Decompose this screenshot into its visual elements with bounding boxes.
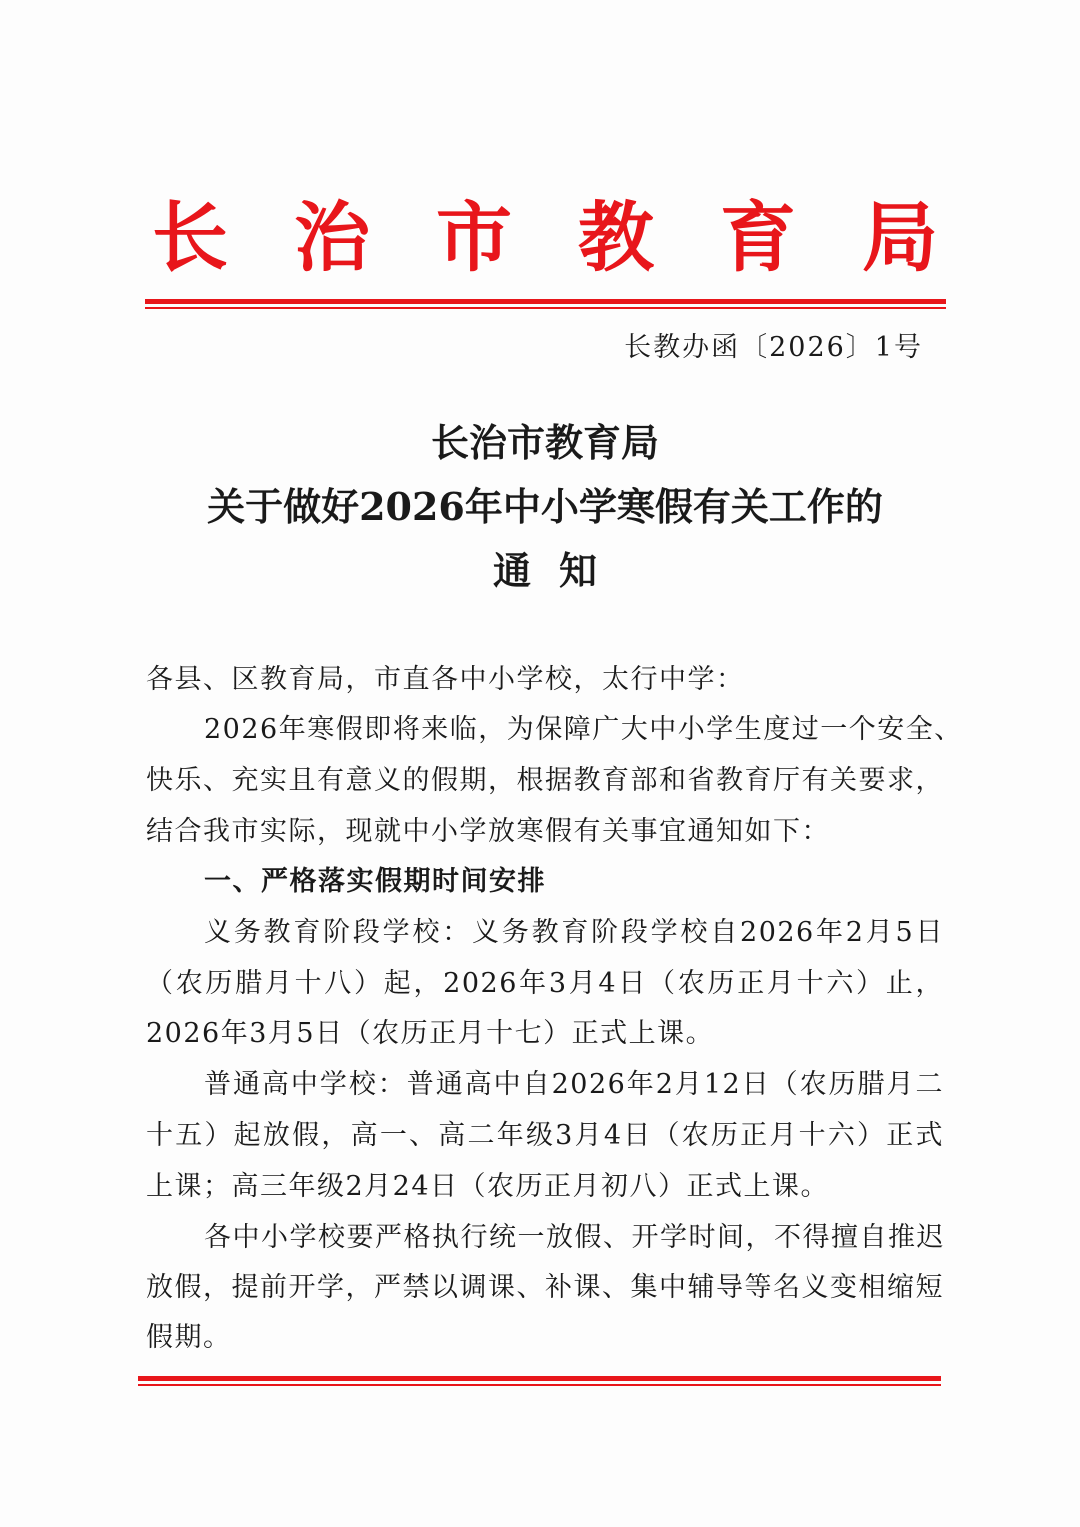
body-line: 放假，提前开学，严禁以调课、补课、集中辅导等名义变相缩短 <box>146 1272 944 1303</box>
body-line: 假期。 <box>146 1322 232 1353</box>
title-line-1: 长治市教育局 <box>430 420 659 465</box>
masthead-char: 治 <box>294 193 370 282</box>
divider-thin-line <box>145 307 946 309</box>
red-divider-bottom <box>138 1376 941 1386</box>
masthead-char: 教 <box>578 193 654 282</box>
masthead-char: 育 <box>720 193 796 282</box>
masthead-char: 局 <box>862 193 938 282</box>
body-line: 2026年3月5日（农历正月十七）正式上课。 <box>146 1018 715 1049</box>
masthead-char: 长 <box>152 193 228 282</box>
red-divider-top <box>145 299 946 309</box>
body-line: 普通高中学校：普通高中自2026年2月12日（农历腊月二 <box>204 1069 944 1100</box>
section-heading: 一、严格落实假期时间安排 <box>204 866 546 897</box>
body-line: 各中小学校要严格执行统一放假、开学时间，不得擅自推迟 <box>204 1222 945 1253</box>
document-number: 长教办函〔2026〕1号 <box>624 332 923 363</box>
body-line: 上课；高三年级2月24日（农历正月初八）正式上课。 <box>146 1171 830 1202</box>
body-line: 结合我市实际，现就中小学放寒假有关事宜通知如下： <box>146 816 830 847</box>
masthead-char: 市 <box>436 193 512 282</box>
title-line-2: 关于做好2026年中小学寒假有关工作的 <box>207 484 883 529</box>
body-line: 2026年寒假即将来临，为保障广大中小学生度过一个安全、 <box>204 714 963 745</box>
divider-thin-line <box>138 1384 941 1386</box>
salutation: 各县、区教育局，市直各中小学校，太行中学： <box>146 664 745 695</box>
masthead-issuer <box>145 188 945 288</box>
body-line: 快乐、充实且有意义的假期，根据教育部和省教育厅有关要求， <box>146 765 944 796</box>
body-line: 义务教育阶段学校：义务教育阶段学校自2026年2月5日 <box>204 917 944 948</box>
title-line-3: 通知 <box>492 548 625 593</box>
body-line: 十五）起放假，高一、高二年级3月4日（农历正月十六）正式 <box>146 1120 944 1151</box>
body-line: （农历腊月十八）起，2026年3月4日（农历正月十六）止， <box>146 968 944 999</box>
